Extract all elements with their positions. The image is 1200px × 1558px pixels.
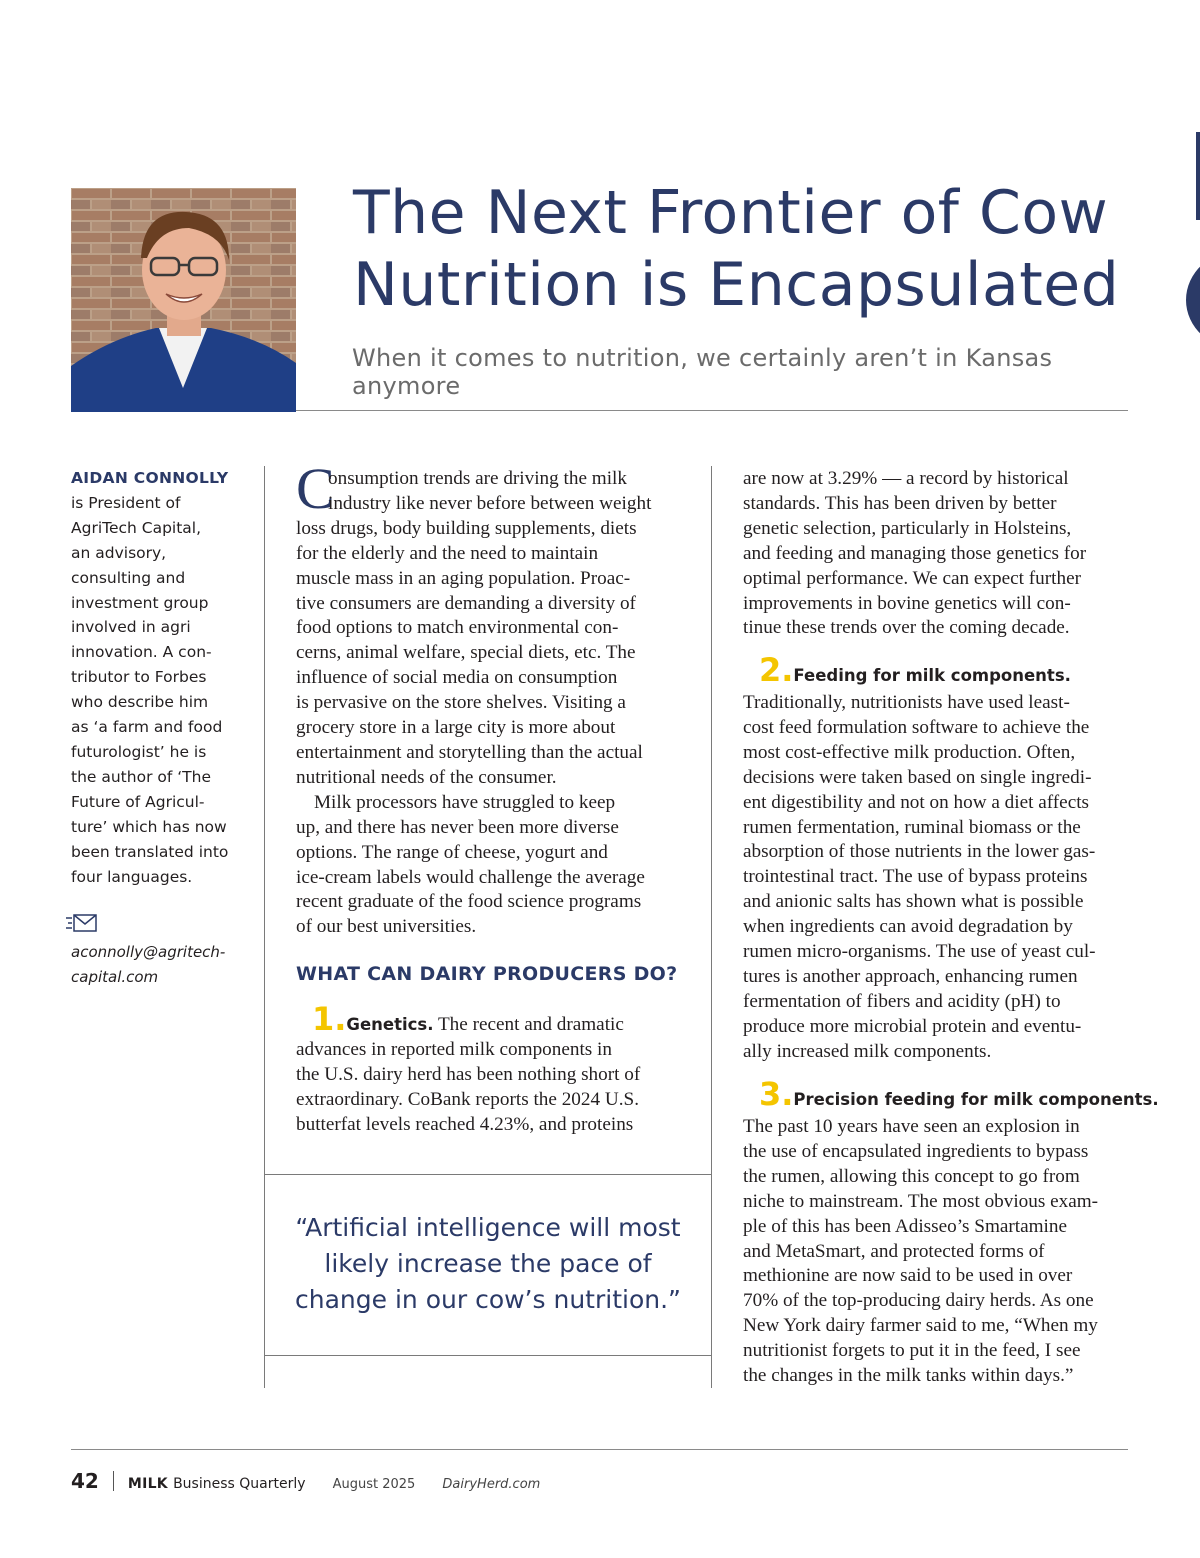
item-number-1: 1. (312, 1000, 347, 1038)
pullquote-line-1: “Artificial intelligence will most (295, 1213, 681, 1242)
feeding-line: trointestinal tract. The use of bypass proteins (743, 866, 1088, 888)
precision-line: and MetaSmart, and protected forms of (743, 1240, 1045, 1262)
author-email-link[interactable] (71, 940, 225, 990)
footer-separator (113, 1471, 114, 1491)
genetics-continued-line: optimal performance. We can expect further (743, 567, 1081, 589)
paragraph-line: Milk processors have struggled to keep (314, 791, 616, 813)
precision-line: New York dairy farmer said to me, “When my (743, 1315, 1098, 1337)
author-name: AIDAN CONNOLLY (71, 469, 229, 487)
headline-line-1: The Next Frontier of Cow (353, 178, 1109, 248)
header-divider (296, 410, 1128, 411)
precision-text (743, 1115, 1159, 1389)
article-headline (353, 177, 1153, 321)
paragraph-line: of our best universities. (296, 916, 477, 938)
intro-line: cerns, animal welfare, special diets, etc. The (296, 642, 636, 664)
genetics-continued-line: improvements in bovine genetics will con- (743, 592, 1071, 614)
feeding-line: tures is another approach, enhancing rumen (743, 965, 1078, 987)
genetics-continued-line: genetic selection, particularly in Holsteins, (743, 517, 1072, 539)
feeding-section (743, 651, 1096, 1065)
author-bio-text (71, 491, 251, 890)
second-paragraph (296, 791, 651, 940)
email-icon (66, 913, 98, 935)
precision-line: the changes in the milk tanks within days.” (743, 1365, 1074, 1387)
precision-line: the use of encapsulated ingredients to bypass (743, 1140, 1089, 1162)
author-bio-line: tributor to Forbes (71, 668, 207, 687)
author-bio-line: as ‘a farm and food (71, 718, 223, 737)
genetics-continued-line: tinue these trends over the coming decade. (743, 617, 1070, 639)
paragraph-line: ice-cream labels would challenge the average (296, 866, 645, 888)
feeding-line: ent digestibility and not on how a diet affects (743, 791, 1090, 813)
intro-first-line: onsumption trends are driving the milk (328, 468, 627, 489)
author-bio-line: consulting and (71, 568, 186, 587)
feeding-line: cost feed formulation software to achieve the (743, 716, 1090, 738)
author-bio-line: innovation. A con- (71, 643, 212, 662)
pullquote-line-3: change in our cow’s nutrition.” (295, 1285, 681, 1314)
author-bio-line: four languages. (71, 867, 193, 886)
precision-line: nutritionist forgets to put it in the feed, I see (743, 1340, 1081, 1362)
issue-date: August 2025 (332, 1477, 416, 1492)
precision-line: niche to mainstream. The most obvious exam- (743, 1190, 1099, 1212)
genetics-line: butterfat levels reached 4.23%, and proteins (296, 1113, 634, 1135)
paragraph-line: up, and there has never been more diverse (296, 816, 619, 838)
intro-line: grocery store in a large city is more about (296, 717, 616, 739)
author-bio-line: ture’ which has now (71, 817, 227, 836)
author-bio-line: the author of ‘The (71, 767, 211, 786)
precision-line: methionine are now said to be used in over (743, 1265, 1073, 1287)
pullquote-line-2: likely increase the pace of (324, 1249, 652, 1278)
intro-line: is pervasive on the store shelves. Visiting a (296, 692, 626, 714)
feeding-line: absorption of those nutrients in the lower gas- (743, 841, 1096, 863)
author-bio-line: involved in agri (71, 618, 191, 637)
intro-line: food options to match environmental con- (296, 617, 619, 639)
column-divider-right (711, 466, 712, 1388)
feeding-line: and anionic salts has shown what is possible (743, 891, 1084, 913)
feeding-line: most cost-effective milk production. Often, (743, 741, 1076, 763)
author-bio-line: Future of Agricul- (71, 792, 205, 811)
item-lead-genetics: Genetics. (346, 1015, 434, 1034)
email-line-2: capital.com (71, 968, 159, 986)
feeding-text (743, 691, 1096, 1065)
author-bio-line: been translated into (71, 842, 229, 861)
intro-paragraph (296, 492, 651, 791)
pullquote-rule-bottom (264, 1355, 712, 1356)
genetics-first-line: The recent and dramatic (433, 1014, 624, 1035)
author-bio-line: AgriTech Capital, (71, 518, 202, 537)
feeding-line: produce more microbial protein and eventu- (743, 1015, 1082, 1037)
column-divider-left (264, 466, 265, 1388)
feeding-line: ally increased milk components. (743, 1040, 992, 1062)
author-bio (71, 466, 251, 889)
author-bio-line: an advisory, (71, 543, 167, 562)
precision-line: the rumen, allowing this concept to go from (743, 1165, 1080, 1187)
genetics-line: the U.S. dairy herd has been nothing short of (296, 1063, 641, 1085)
author-bio-line: futurologist’ he is (71, 742, 207, 761)
article-column-2 (743, 467, 1086, 641)
article-column-1 (296, 467, 651, 940)
footer-divider (71, 1449, 1128, 1450)
precision-line: ple of this has been Adisseo’s Smartamine (743, 1215, 1068, 1237)
genetics-text (296, 1038, 640, 1138)
feeding-line: Traditionally, nutritionists have used least- (743, 692, 1070, 713)
magazine-name-bold: MILK (127, 1476, 168, 1492)
edge-circle-mark (1186, 250, 1200, 350)
genetics-line: extraordinary. CoBank reports the 2024 U.S. (296, 1088, 639, 1110)
feeding-line: when ingredients can avoid degradation by (743, 916, 1073, 938)
item-lead-feeding: Feeding for milk components. (793, 666, 1071, 685)
drop-cap: C (296, 456, 335, 521)
feeding-line: rumen fermentation, ruminal biomass or the (743, 816, 1081, 838)
pull-quote (282, 1210, 694, 1318)
section-subhead: WHAT CAN DAIRY PRODUCERS DO? (296, 963, 678, 985)
precision-line: 70% of the top-producing dairy herds. As one (743, 1290, 1094, 1312)
genetics-line: advances in reported milk components in (296, 1038, 612, 1060)
intro-line: tive consumers are demanding a diversity of (296, 592, 636, 614)
headline-line-2: Nutrition is Encapsulated (353, 250, 1120, 320)
genetics-section (296, 1000, 641, 1138)
author-bio-line: is President of (71, 493, 181, 512)
intro-line: influence of social media on consumption (296, 667, 618, 689)
genetics-continued-line: and feeding and managing those genetics for (743, 542, 1087, 564)
feeding-line: decisions were taken based on single ingredi- (743, 766, 1092, 788)
item-number-2: 2. (759, 651, 794, 689)
edge-tab-mark (1196, 132, 1200, 220)
website-link[interactable]: DairyHerd.com (442, 1477, 541, 1492)
magazine-name-rest: Business Quarterly (173, 1476, 306, 1492)
genetics-continued-line: are now at 3.29% — a record by historical (743, 468, 1069, 489)
intro-line: nutritional needs of the consumer. (296, 766, 557, 788)
author-bio-line: investment group (71, 593, 209, 612)
intro-line: for the elderly and the need to maintain (296, 542, 599, 564)
intro-line: loss drugs, body building supplements, diets (296, 517, 637, 539)
author-photo (71, 188, 296, 412)
paragraph-line: options. The range of cheese, yogurt and (296, 841, 608, 863)
item-number-3: 3. (759, 1075, 794, 1113)
item-lead-precision: Precision feeding for milk components. (793, 1090, 1159, 1109)
paragraph-line: recent graduate of the food science programs (296, 891, 642, 913)
precision-line: The past 10 years have seen an explosion in (743, 1116, 1080, 1137)
email-line-1: aconnolly@agritech- (71, 943, 226, 961)
author-bio-line: who describe him (71, 693, 209, 712)
article-deck: When it comes to nutrition, we certainly aren’t in Kansas anymore (352, 344, 1053, 400)
precision-section (743, 1075, 1159, 1389)
intro-line: muscle mass in an aging population. Proac- (296, 567, 631, 589)
page-number: 42 (71, 1469, 99, 1493)
intro-line: entertainment and storytelling than the actual (296, 741, 643, 763)
pullquote-rule-top (264, 1174, 712, 1175)
page-footer (71, 1469, 540, 1493)
intro-line: industry like never before between weight (328, 492, 652, 514)
feeding-line: rumen micro-organisms. The use of yeast cul- (743, 941, 1096, 963)
genetics-continued-line: standards. This has been driven by better (743, 492, 1057, 514)
genetics-continued (743, 467, 1086, 641)
feeding-line: fermentation of fibers and acidity (pH) to (743, 990, 1061, 1012)
